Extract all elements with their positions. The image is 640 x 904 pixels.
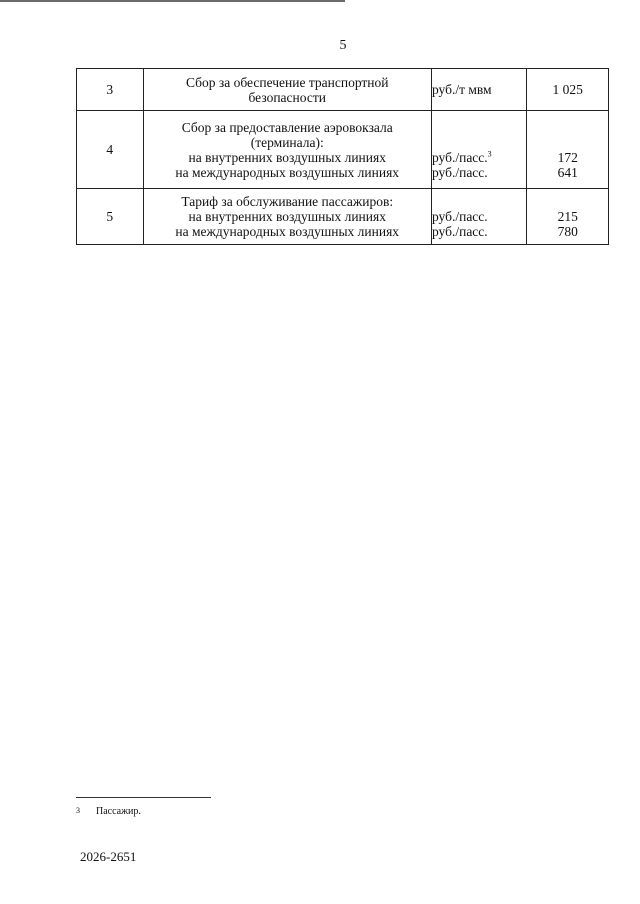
footnote-mark: 3 (76, 806, 80, 815)
footnote-divider (76, 797, 211, 798)
page-number: 5 (339, 38, 347, 53)
fees-table (76, 68, 609, 245)
row-value-line: 215 (557, 209, 578, 224)
row-unit-line: руб./пасс. (431, 224, 488, 239)
row-name-line: на внутренних воздушных линиях (188, 149, 386, 165)
row-value (527, 189, 609, 245)
row-name (143, 69, 431, 111)
row-name-line: на международных воздушных линиях (175, 224, 400, 239)
row-unit (431, 189, 527, 245)
row-unit-line: руб./пасс.$^3$ (431, 149, 492, 165)
row-unit-line: руб./пасс. (431, 209, 488, 224)
table-row (77, 189, 609, 245)
row-value-line: 172 (557, 149, 578, 165)
row-number: 3 (77, 69, 144, 111)
row-value-line: 780 (557, 224, 578, 239)
scan-edge-line (0, 0, 345, 2)
row-value (527, 111, 609, 189)
row-name-line: Сбор за предоставление аэровокзала (181, 119, 393, 135)
row-number: 5 (77, 189, 144, 245)
row-name-line: на международных воздушных линиях (175, 164, 400, 180)
row-name-line: Сбор за обеспечение транспортной (185, 74, 389, 90)
row-value-line: 641 (557, 164, 578, 180)
row-name-line: безопасности (248, 89, 326, 105)
row-name-line: на внутренних воздушных линиях (188, 209, 386, 224)
document-code: 2026-2651 (80, 849, 137, 864)
footnote-ref: 3 (487, 149, 492, 158)
row-name (143, 111, 431, 189)
row-name-line: (терминала): (250, 134, 324, 150)
row-name (143, 189, 431, 245)
footnote (76, 806, 141, 817)
row-unit-line: руб./пасс. (431, 164, 488, 180)
table-row (77, 69, 609, 111)
footnote-text: Пассажир. (96, 806, 141, 817)
row-number: 4 (77, 111, 144, 189)
row-unit: руб./т мвм (431, 69, 527, 111)
row-value: 1 025 (527, 69, 609, 111)
row-unit (431, 111, 527, 189)
table-row (77, 111, 609, 189)
row-name-line: Тариф за обслуживание пассажиров: (181, 194, 394, 209)
